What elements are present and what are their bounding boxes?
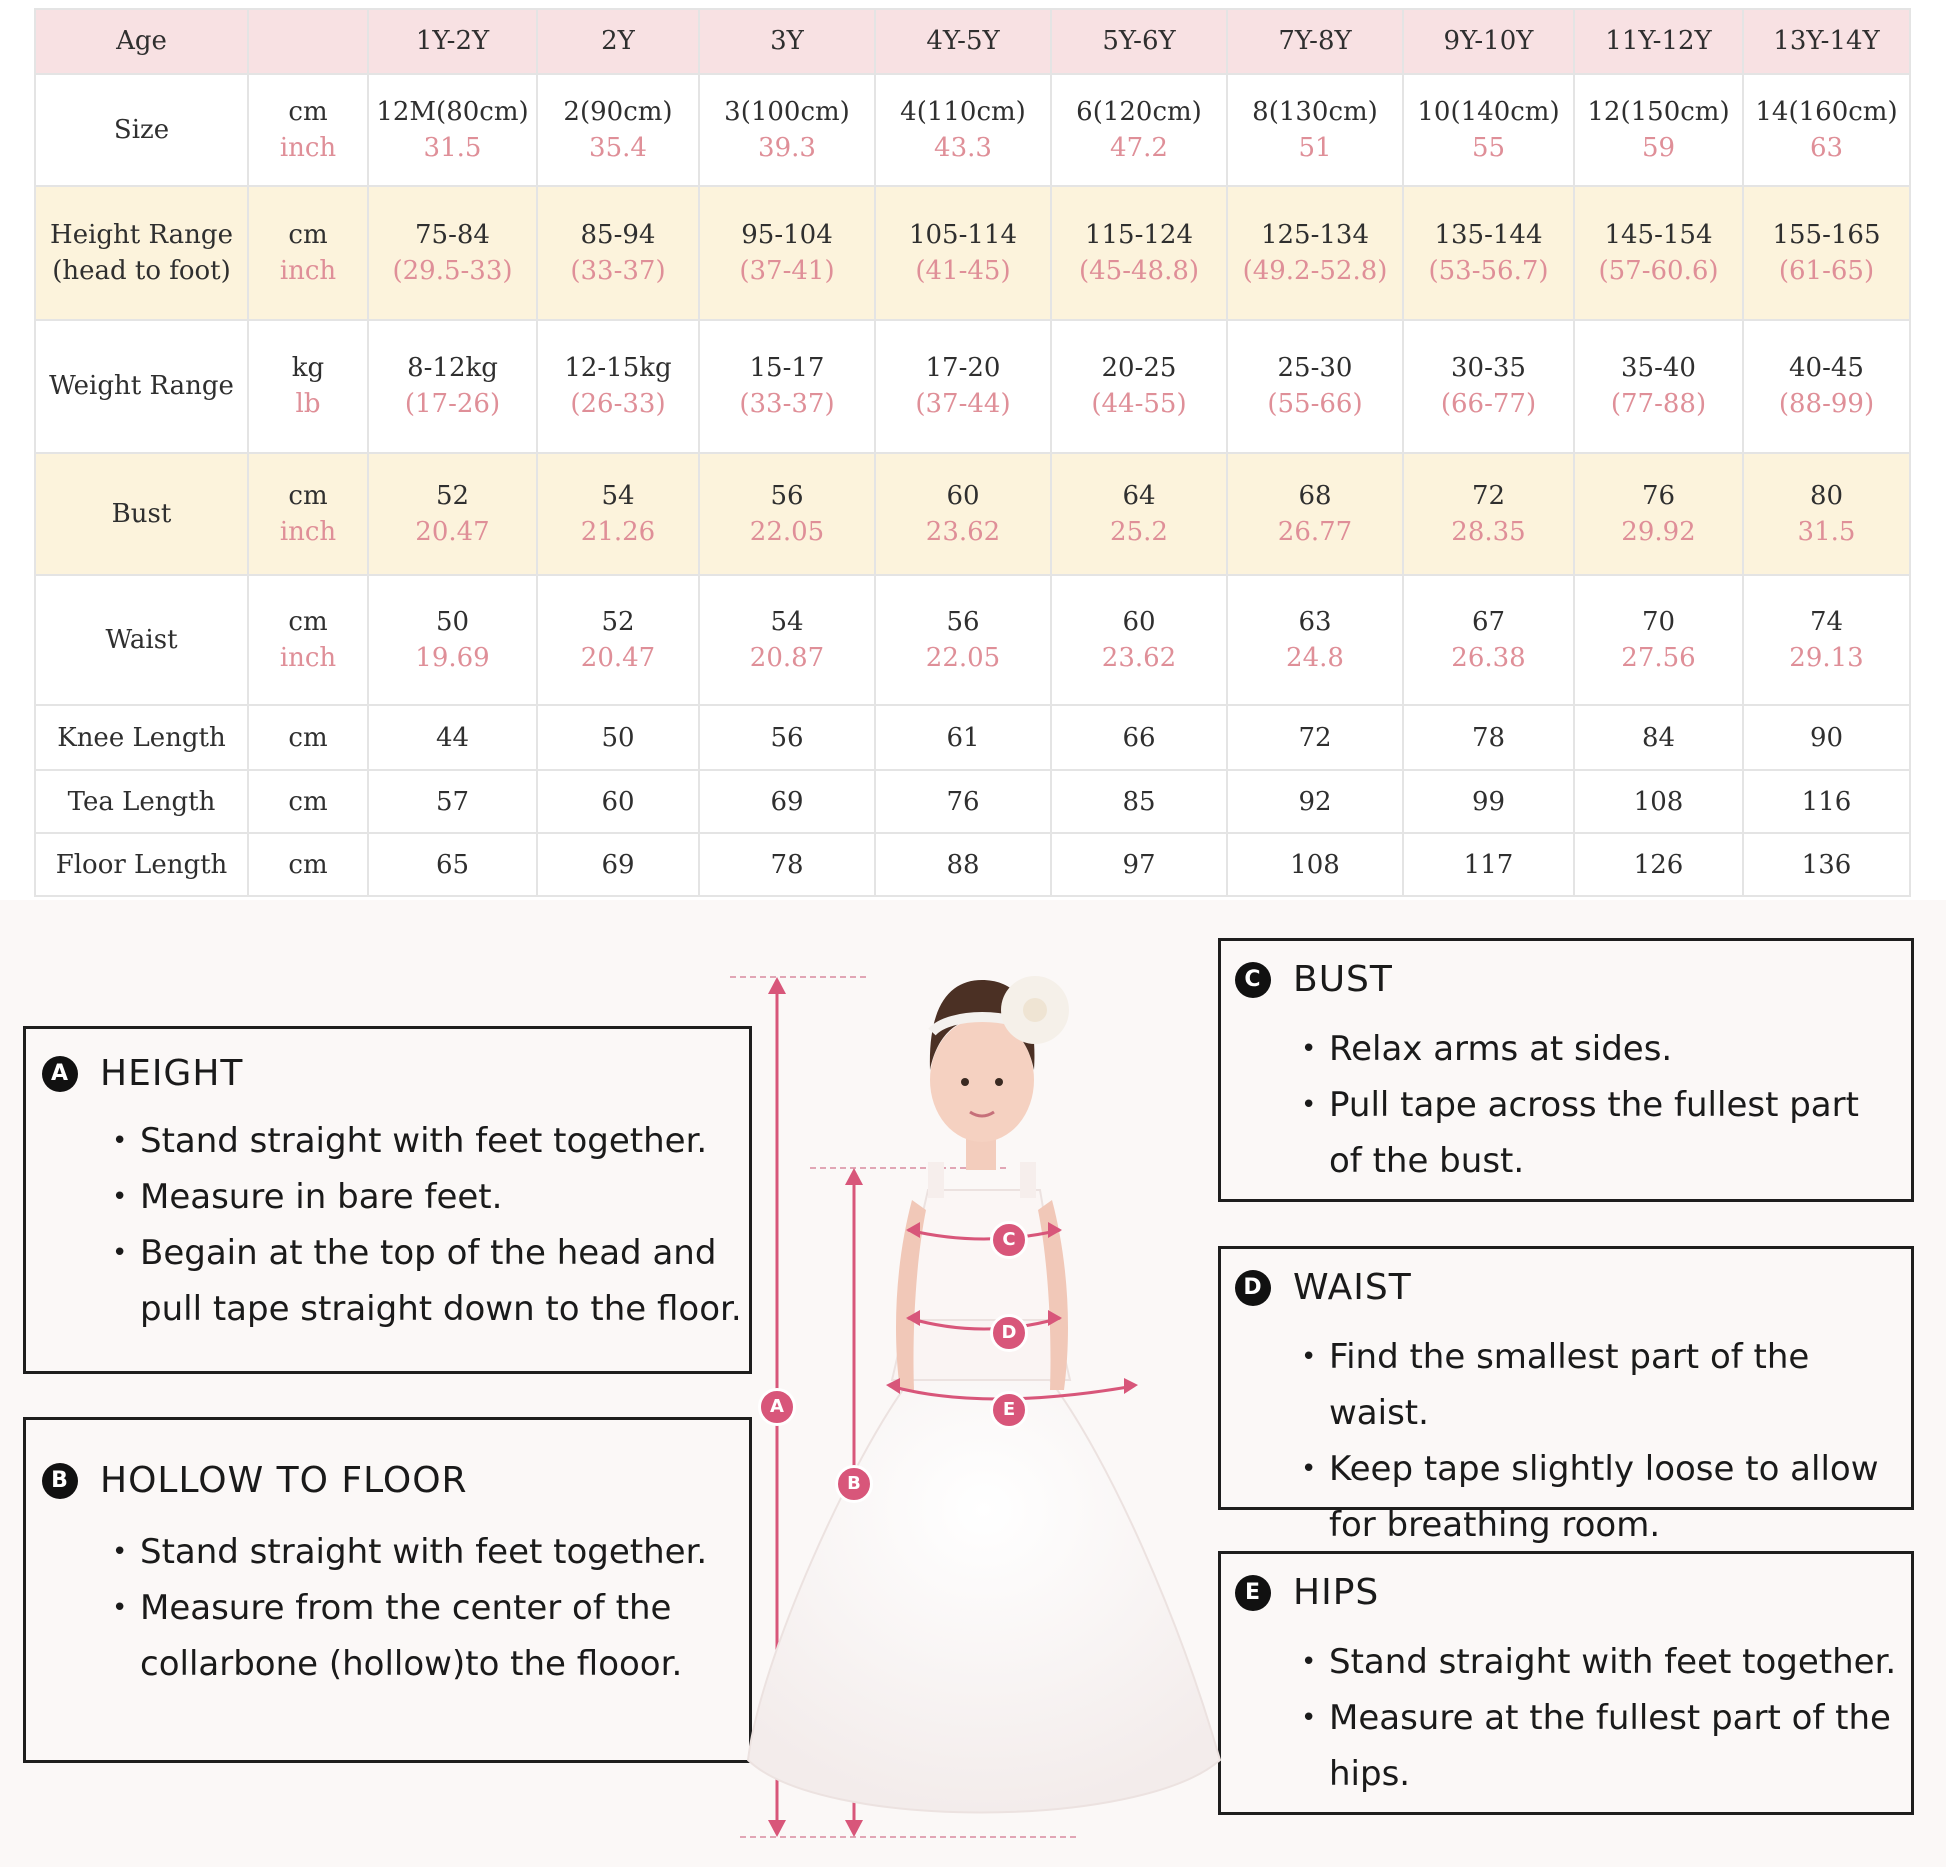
age-header-label: Age	[35, 9, 248, 74]
value-cell: 35-40 (77-88)	[1574, 320, 1743, 454]
size-chart-table	[34, 8, 1911, 897]
value-cell: 66	[1051, 705, 1227, 770]
table-row	[35, 320, 1910, 454]
value-cell: 108	[1574, 770, 1743, 833]
unit-cell: kg lb	[248, 320, 368, 454]
value-cell: 78	[699, 833, 875, 896]
arrow-up-icon	[845, 1168, 863, 1185]
value-cell: 14(160cm) 63	[1743, 74, 1910, 186]
value-cell: 15-17 (33-37)	[699, 320, 875, 454]
table-row	[35, 770, 1910, 833]
list-item: • Find the smallest part of the waist.	[1301, 1337, 1810, 1433]
table-header-row	[35, 9, 1910, 74]
value-cell: 20-25 (44-55)	[1051, 320, 1227, 454]
value-cell: 40-45 (88-99)	[1743, 320, 1910, 454]
list-item: • Measure at the fullest part of the	[1301, 1698, 1891, 1738]
unit-cell: cm	[248, 770, 368, 833]
age-column-header: 9Y-10Y	[1403, 9, 1574, 74]
unit-cell: cm inch	[248, 74, 368, 186]
age-column-header: 13Y-14Y	[1743, 9, 1910, 74]
arrow-down-icon	[768, 1820, 786, 1837]
unit-cell: cm	[248, 705, 368, 770]
badge-c-icon: C	[1235, 962, 1271, 998]
list-item: for breathing room.	[1329, 1505, 1661, 1545]
unit-cell: cm inch	[248, 575, 368, 705]
row-label: Floor Length	[35, 833, 248, 896]
age-column-header: 1Y-2Y	[368, 9, 537, 74]
value-cell: 25-30 (55-66)	[1227, 320, 1403, 454]
value-cell: 56 22.05	[875, 575, 1051, 705]
value-cell: 3(100cm) 39.3	[699, 74, 875, 186]
value-cell: 70 27.56	[1574, 575, 1743, 705]
value-cell: 10(140cm) 55	[1403, 74, 1574, 186]
unit-cell: cm inch	[248, 453, 368, 575]
value-cell: 76	[875, 770, 1051, 833]
value-cell: 74 29.13	[1743, 575, 1910, 705]
value-cell: 12(150cm) 59	[1574, 74, 1743, 186]
table-row	[35, 186, 1910, 320]
value-cell: 92	[1227, 770, 1403, 833]
value-cell: 72 28.35	[1403, 453, 1574, 575]
list-item: • Relax arms at sides.	[1301, 1029, 1673, 1069]
value-cell: 63 24.8	[1227, 575, 1403, 705]
list-item: collarbone (hollow)to the flooor.	[140, 1644, 683, 1684]
list-item: • Stand straight with feet together.	[112, 1121, 708, 1161]
value-cell: 56 22.05	[699, 453, 875, 575]
measurement-guide	[0, 900, 1946, 1867]
list-item: • Measure from the center of the	[112, 1588, 672, 1628]
value-cell: 30-35 (66-77)	[1403, 320, 1574, 454]
value-cell: 65	[368, 833, 537, 896]
pin-a-icon: A	[758, 1388, 796, 1426]
value-cell: 67 26.38	[1403, 575, 1574, 705]
age-column-header: 7Y-8Y	[1227, 9, 1403, 74]
list-item: • Pull tape across the fullest part	[1301, 1085, 1859, 1125]
value-cell: 60 23.62	[1051, 575, 1227, 705]
unit-cell: cm inch	[248, 186, 368, 320]
row-label: Waist	[35, 575, 248, 705]
row-label: Weight Range	[35, 320, 248, 454]
value-cell: 50 19.69	[368, 575, 537, 705]
unit-cell: cm	[248, 833, 368, 896]
bust-instructions-box	[1218, 938, 1914, 1202]
girl-in-white-dress-illustration	[700, 900, 1260, 1867]
value-cell: 72	[1227, 705, 1403, 770]
value-cell: 135-144 (53-56.7)	[1403, 186, 1574, 320]
badge-d-icon: D	[1235, 1270, 1271, 1306]
value-cell: 85-94 (33-37)	[537, 186, 699, 320]
value-cell: 60 23.62	[875, 453, 1051, 575]
value-cell: 116	[1743, 770, 1910, 833]
arrow-up-icon	[768, 977, 786, 994]
value-cell: 145-154 (57-60.6)	[1574, 186, 1743, 320]
list-item: • Begain at the top of the head and	[112, 1233, 717, 1273]
value-cell: 50	[537, 705, 699, 770]
value-cell: 4(110cm) 43.3	[875, 74, 1051, 186]
row-label: Tea Length	[35, 770, 248, 833]
value-cell: 115-124 (45-48.8)	[1051, 186, 1227, 320]
hips-title: HIPS	[1293, 1572, 1380, 1613]
value-cell: 80 31.5	[1743, 453, 1910, 575]
bust-title: BUST	[1293, 959, 1393, 1000]
table-row	[35, 575, 1910, 705]
value-cell: 61	[875, 705, 1051, 770]
value-cell: 126	[1574, 833, 1743, 896]
list-item: • Stand straight with feet together.	[112, 1532, 708, 1572]
value-cell: 99	[1403, 770, 1574, 833]
pin-b-icon: B	[835, 1465, 873, 1503]
value-cell: 75-84 (29.5-33)	[368, 186, 537, 320]
value-cell: 64 25.2	[1051, 453, 1227, 575]
value-cell: 56	[699, 705, 875, 770]
table-row	[35, 705, 1910, 770]
value-cell: 85	[1051, 770, 1227, 833]
value-cell: 136	[1743, 833, 1910, 896]
value-cell: 97	[1051, 833, 1227, 896]
table-row	[35, 453, 1910, 575]
value-cell: 2(90cm) 35.4	[537, 74, 699, 186]
pin-d-icon: D	[990, 1314, 1028, 1352]
badge-b-icon: B	[42, 1463, 78, 1499]
value-cell: 17-20 (37-44)	[875, 320, 1051, 454]
waist-instructions-box	[1218, 1246, 1914, 1545]
value-cell: 57	[368, 770, 537, 833]
value-cell: 60	[537, 770, 699, 833]
value-cell: 76 29.92	[1574, 453, 1743, 575]
value-cell: 125-134 (49.2-52.8)	[1227, 186, 1403, 320]
badge-a-icon: A	[42, 1056, 78, 1092]
pin-e-icon: E	[990, 1391, 1028, 1429]
age-column-header: 4Y-5Y	[875, 9, 1051, 74]
hollow-title: HOLLOW TO FLOOR	[100, 1460, 468, 1501]
hollow-to-floor-instructions-box	[23, 1417, 752, 1763]
value-cell: 69	[699, 770, 875, 833]
value-cell: 8-12kg (17-26)	[368, 320, 537, 454]
list-item: pull tape straight down to the floor.	[140, 1289, 742, 1329]
value-cell: 78	[1403, 705, 1574, 770]
pin-c-icon: C	[990, 1221, 1028, 1259]
row-label: Height Range (head to foot)	[35, 186, 248, 320]
list-item: • Keep tape slightly loose to allow	[1301, 1449, 1879, 1489]
value-cell: 54 21.26	[537, 453, 699, 575]
row-label: Size	[35, 74, 248, 186]
height-title: HEIGHT	[100, 1053, 244, 1094]
age-column-header: 3Y	[699, 9, 875, 74]
waist-title: WAIST	[1293, 1267, 1412, 1308]
row-label: Bust	[35, 453, 248, 575]
value-cell: 44	[368, 705, 537, 770]
value-cell: 95-104 (37-41)	[699, 186, 875, 320]
value-cell: 12M(80cm) 31.5	[368, 74, 537, 186]
value-cell: 84	[1574, 705, 1743, 770]
badge-e-icon: E	[1235, 1575, 1271, 1611]
list-item: hips.	[1329, 1754, 1411, 1794]
value-cell: 52 20.47	[537, 575, 699, 705]
age-column-header: 5Y-6Y	[1051, 9, 1227, 74]
value-cell: 68 26.77	[1227, 453, 1403, 575]
height-instructions-box	[23, 1026, 752, 1374]
value-cell: 6(120cm) 47.2	[1051, 74, 1227, 186]
value-cell: 90	[1743, 705, 1910, 770]
model-figure	[700, 900, 1260, 1867]
list-item: of the bust.	[1329, 1141, 1525, 1181]
list-item: • Measure in bare feet.	[112, 1177, 503, 1217]
value-cell: 108	[1227, 833, 1403, 896]
value-cell: 155-165 (61-65)	[1743, 186, 1910, 320]
age-column-header: 11Y-12Y	[1574, 9, 1743, 74]
unit-header-cell	[248, 9, 368, 74]
value-cell: 117	[1403, 833, 1574, 896]
age-column-header: 2Y	[537, 9, 699, 74]
arrow-down-icon	[845, 1820, 863, 1837]
value-cell: 69	[537, 833, 699, 896]
value-cell: 52 20.47	[368, 453, 537, 575]
value-cell: 8(130cm) 51	[1227, 74, 1403, 186]
hips-instructions-box	[1218, 1551, 1914, 1815]
value-cell: 54 20.87	[699, 575, 875, 705]
value-cell: 12-15kg (26-33)	[537, 320, 699, 454]
table-row	[35, 74, 1910, 186]
row-label: Knee Length	[35, 705, 248, 770]
value-cell: 88	[875, 833, 1051, 896]
value-cell: 105-114 (41-45)	[875, 186, 1051, 320]
table-row	[35, 833, 1910, 896]
list-item: • Stand straight with feet together.	[1301, 1642, 1897, 1682]
